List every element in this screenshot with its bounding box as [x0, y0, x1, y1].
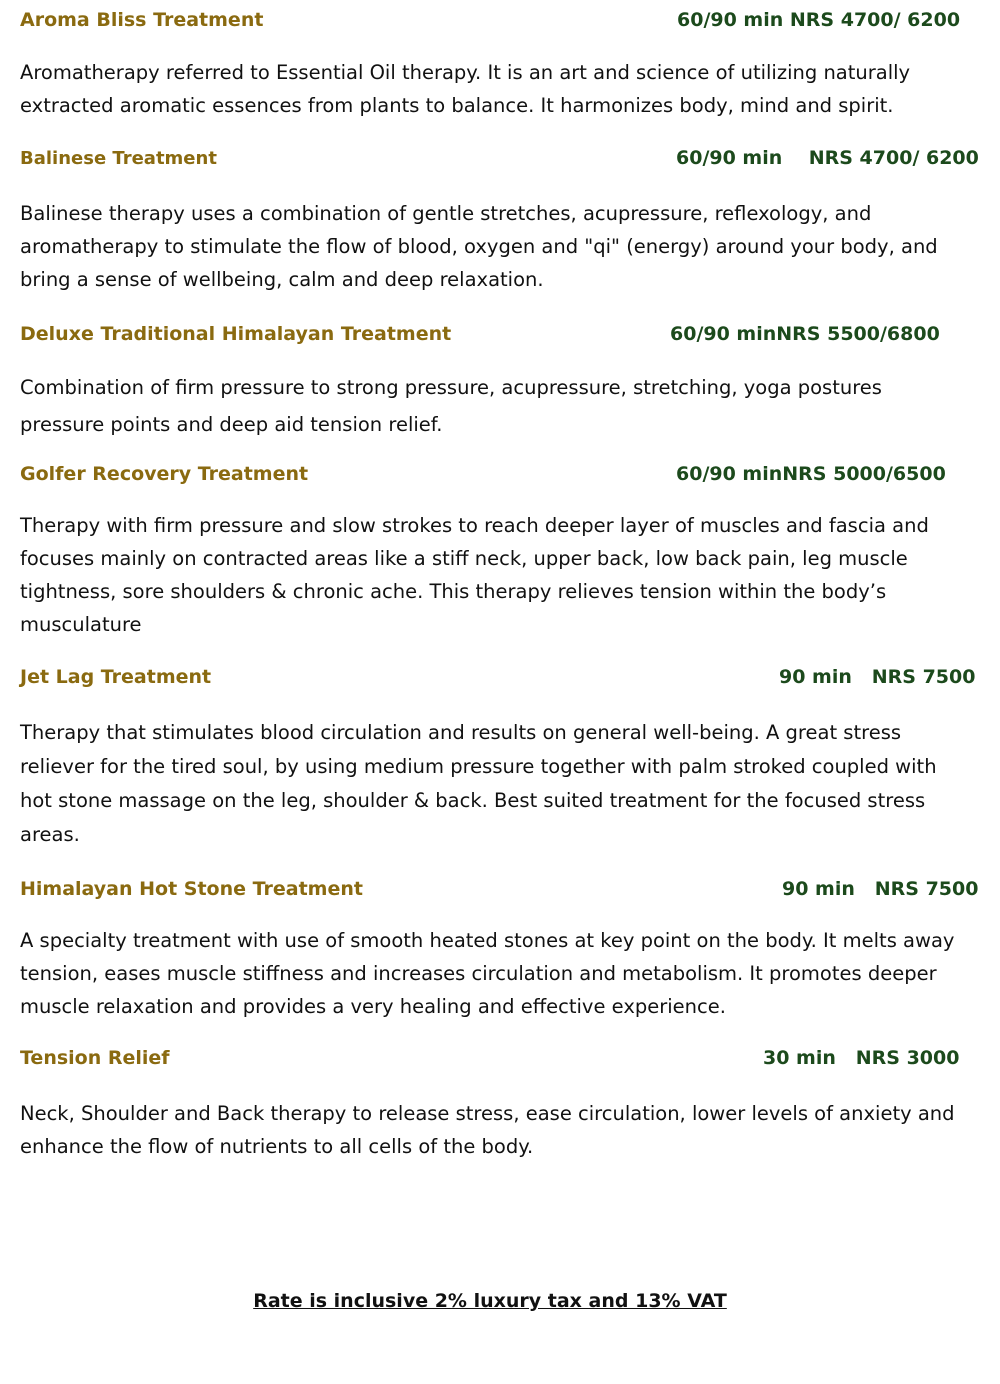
treatment-name: Deluxe Traditional Himalayan Treatment [20, 323, 452, 345]
treatment-price: 60/90 minNRS 5500/6800 [670, 323, 940, 345]
tax-note: Rate is inclusive 2% luxury tax and 13% VAT [253, 1290, 727, 1312]
treatment-price: 60/90 min NRS 4700/ 6200 [676, 147, 979, 169]
treatment-description: Balinese therapy uses a combination of gentle stretches, acupressure, reflexology, and aromatherapy to stimulate the flow of blood, oxygen and "qi" (energy) around your body, and bring a sense of wellbeing, calm and deep relaxation. [20, 202, 938, 291]
treatment-description: Combination of firm pressure to strong pressure, acupressure, stretching, yoga postures pressure points and deep aid tension relief. [20, 376, 882, 436]
treatment-price: 60/90 min NRS 4700/ 6200 [677, 9, 961, 31]
treatment-description: Therapy with firm pressure and slow strokes to reach deeper layer of muscles and fascia and focuses mainly on contracted areas like a stiff neck, upper back, low back pain, leg muscle tightness, sore shoulders & chronic ache. This therapy relieves tension within the body’s musculature [20, 514, 929, 636]
treatment-price: 60/90 minNRS 5000/6500 [676, 463, 946, 485]
treatment-name: Jet Lag Treatment [20, 666, 212, 688]
treatment-description: A specialty treatment with use of smooth heated stones at key point on the body. It melts away tension, eases muscle stiffness and increases circulation and metabolism. It promotes deeper muscle relaxation and provides a very healing and effective experience. [20, 929, 955, 1018]
treatment-name: Balinese Treatment [20, 148, 217, 169]
treatment-description: Neck, Shoulder and Back therapy to release stress, ease circulation, lower levels of anxiety and enhance the flow of nutrients to all cells of the body. [20, 1102, 955, 1158]
treatment-name: Golfer Recovery Treatment [20, 463, 309, 485]
treatment-description: Therapy that stimulates blood circulation and results on general well-being. A great stress reliever for the tired soul, by using medium pressure together with palm stroked coupled with hot stone massage on the leg, shoulder & back. Best suited treatment for the focused stress areas. [20, 721, 937, 846]
treatment-price: 30 min NRS 3000 [763, 1047, 960, 1069]
treatment-price: 90 min NRS 7500 [782, 878, 979, 900]
treatment-name: Aroma Bliss Treatment [20, 9, 264, 31]
treatment-price: 90 min NRS 7500 [779, 666, 976, 688]
treatment-name: Himalayan Hot Stone Treatment [20, 878, 363, 900]
treatment-description: Aromatherapy referred to Essential Oil therapy. It is an art and science of utilizing naturally extracted aromatic essences from plants to balance. It harmonizes body, mind and spirit. [20, 61, 911, 117]
treatment-name: Tension Relief [20, 1047, 170, 1069]
